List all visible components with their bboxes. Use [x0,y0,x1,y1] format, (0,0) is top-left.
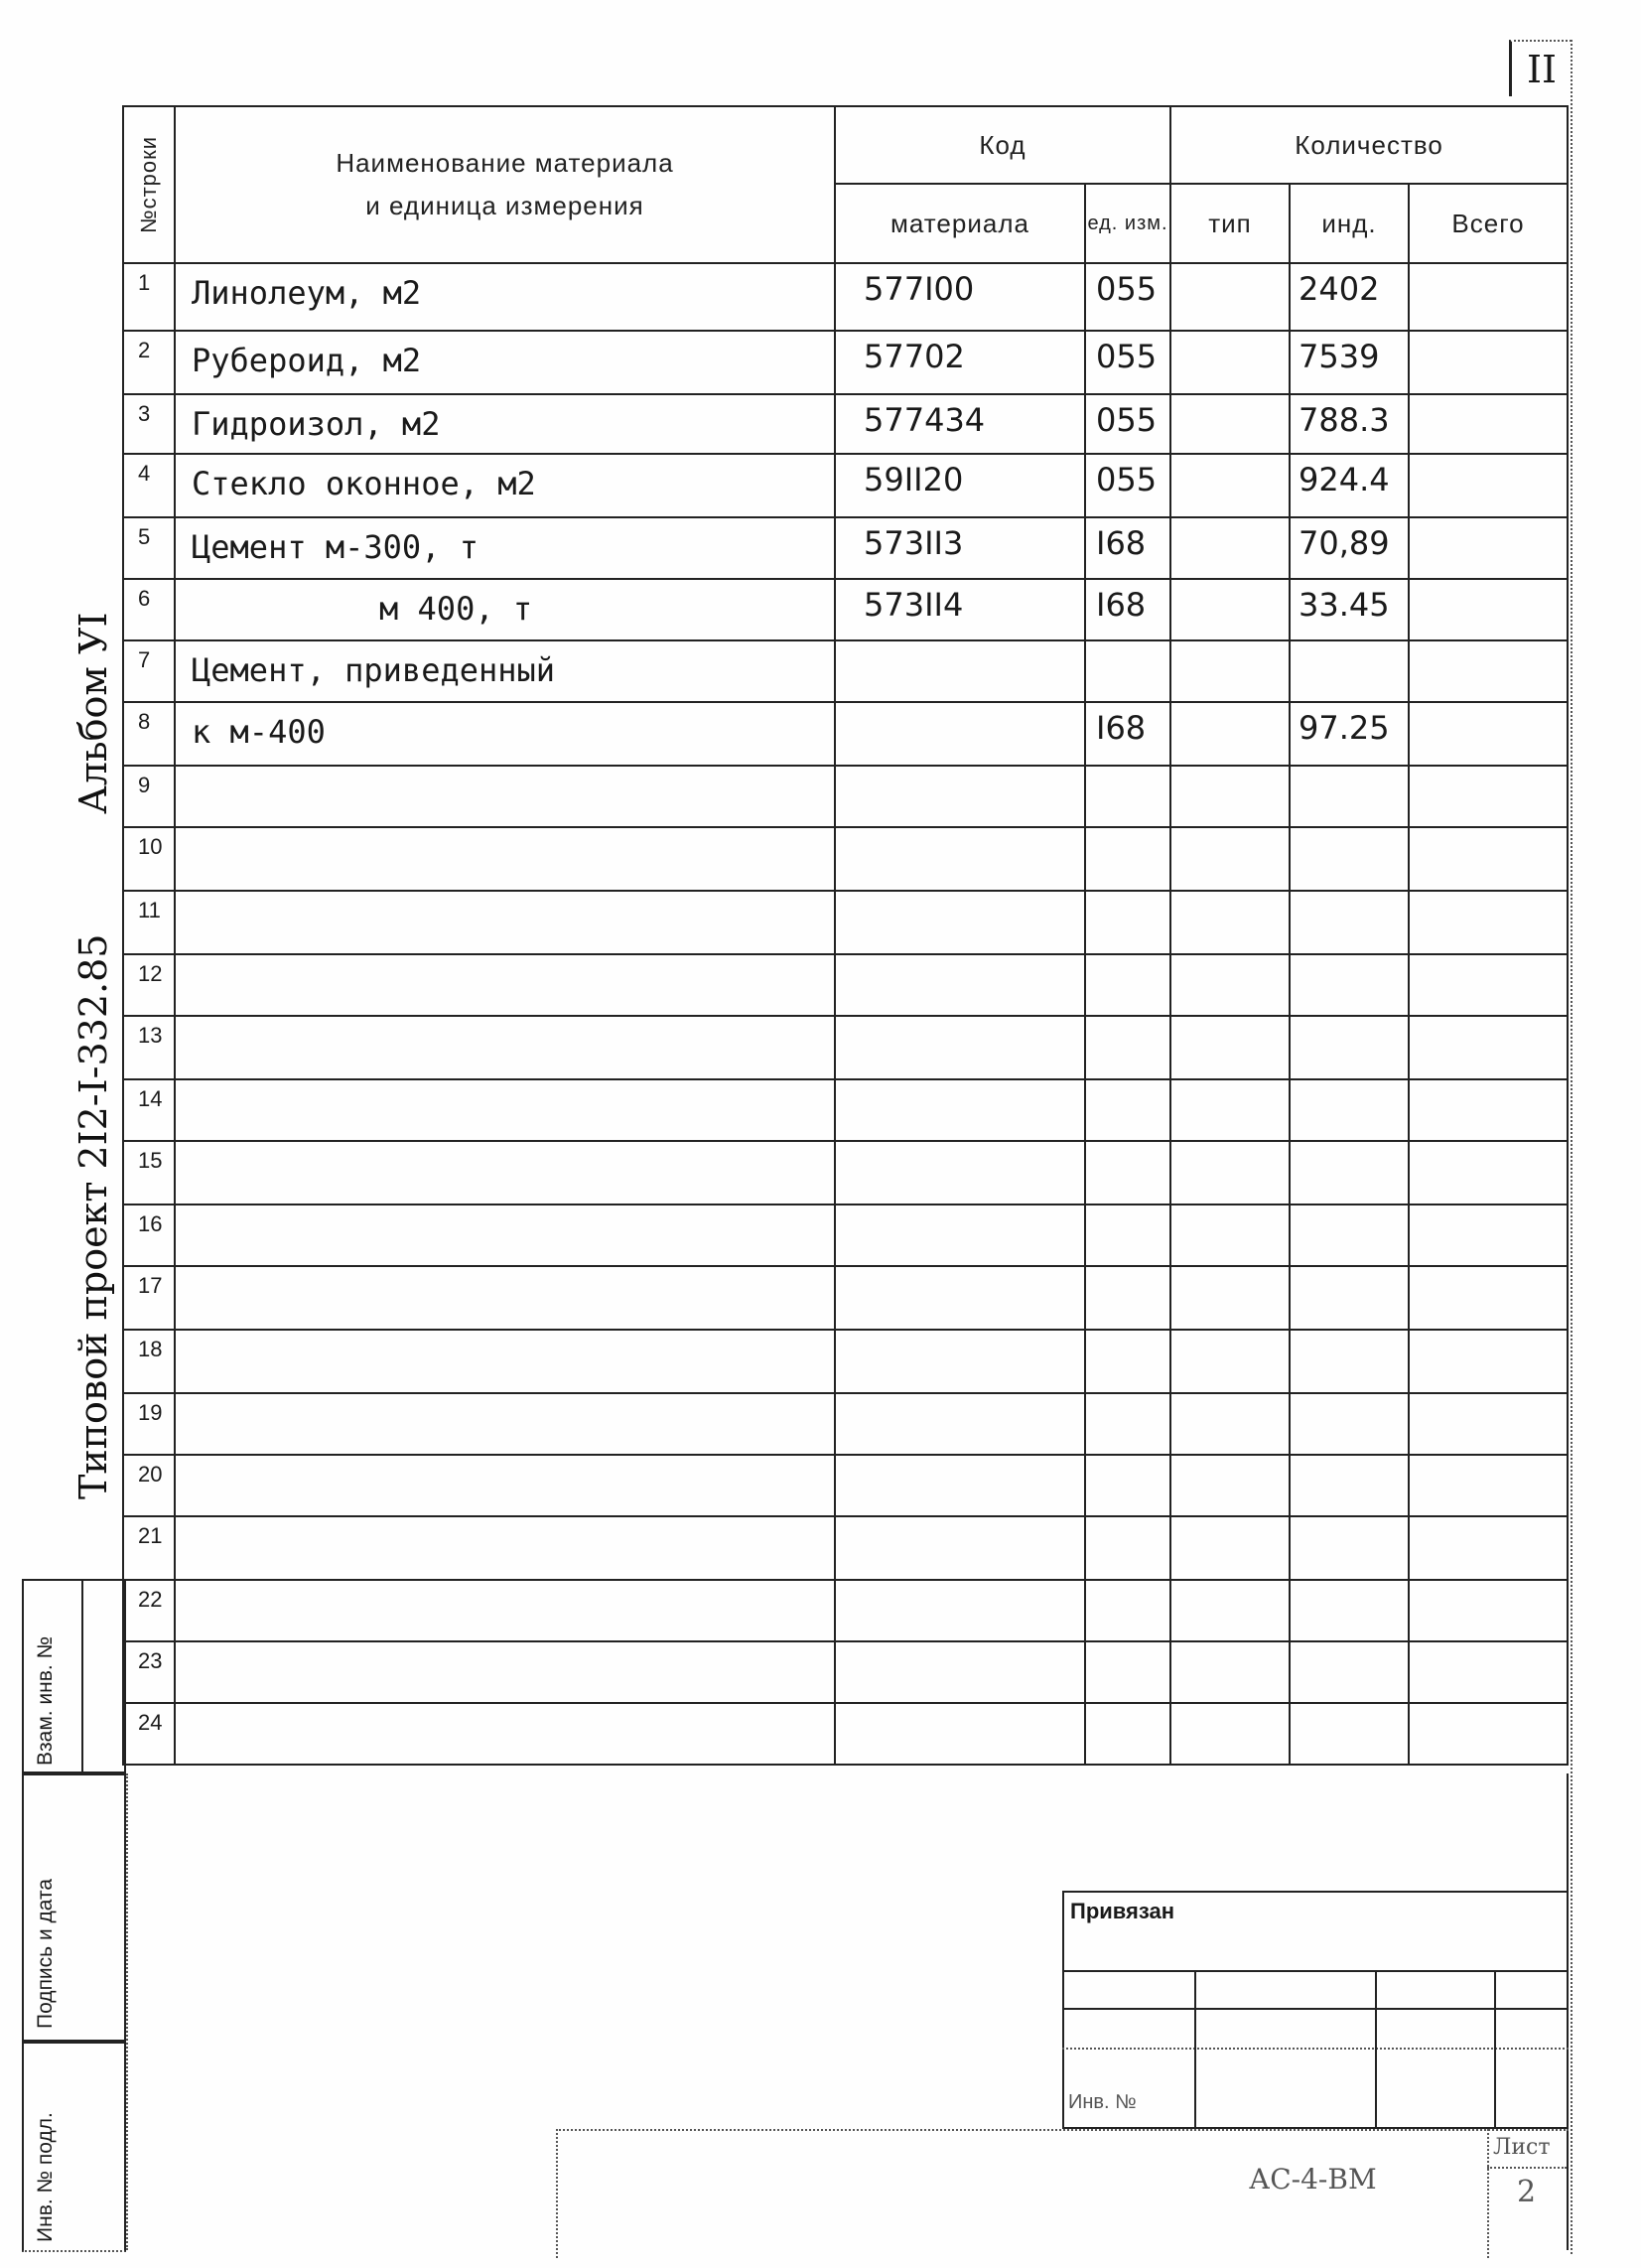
material-code [835,1266,1085,1330]
ind-value [1290,1266,1409,1330]
total-value [1409,1580,1568,1641]
total-value [1409,827,1568,891]
unit-code [1085,1455,1170,1516]
material-code [835,954,1085,1016]
row-number: 18 [123,1330,175,1393]
total-value [1409,1266,1568,1330]
material-code [835,1703,1085,1765]
table-row [123,1016,1568,1079]
material-name [175,1703,835,1765]
row-number: 7 [123,640,175,702]
material-name [175,954,835,1016]
table-row [123,766,1568,827]
table-row [123,1455,1568,1516]
ind-value [1290,954,1409,1016]
material-code [835,640,1085,702]
unit-code [1085,1641,1170,1703]
type-header: тип [1170,184,1290,263]
material-name: м 400, т [175,579,835,640]
ind-value [1290,1330,1409,1393]
material-code [835,1393,1085,1455]
material-code: 57702 [835,331,1085,394]
lower-left-line [126,1773,128,2250]
type-value [1170,1393,1290,1455]
row-number: 20 [123,1455,175,1516]
row-number: 22 [123,1580,175,1641]
total-value [1409,331,1568,394]
row-number: 10 [123,827,175,891]
material-name [175,1580,835,1641]
material-code [835,1580,1085,1641]
attached-line-2 [1062,2008,1569,2010]
table-row [123,1641,1568,1703]
ind-value [1290,891,1409,954]
replaced-inv-label: Взам. инв. № [34,1635,57,1766]
table-row [123,517,1568,579]
type-value [1170,263,1290,331]
total-value [1409,640,1568,702]
material-name [175,1516,835,1580]
ind-value [1290,766,1409,827]
code-group-header: Код [835,106,1170,184]
unit-code [1085,766,1170,827]
unit-code: 055 [1085,394,1170,454]
total-value [1409,1079,1568,1141]
type-value [1170,454,1290,517]
table-row [123,1205,1568,1266]
material-code [835,827,1085,891]
unit-code [1085,1580,1170,1641]
total-value [1409,517,1568,579]
row-number: 1 [123,263,175,331]
total-value [1409,954,1568,1016]
total-value [1409,1141,1568,1205]
material-name: Рубероид, м2 [175,331,835,394]
material-name-header: Наименование материала и единица измерения [175,106,835,263]
material-name: Стекло оконное, м2 [175,454,835,517]
attached-col-2 [1375,1970,1377,2129]
table-row [123,1330,1568,1393]
row-number: 24 [123,1703,175,1765]
table-row [123,891,1568,954]
total-value [1409,891,1568,954]
total-value [1409,1455,1568,1516]
ind-value [1290,827,1409,891]
type-value [1170,1079,1290,1141]
material-name [175,1141,835,1205]
row-number: 6 [123,579,175,640]
total-value [1409,1016,1568,1079]
sheet-label: Лист [1493,2135,1551,2160]
material-name [175,1079,835,1141]
ind-value: 33.45 [1290,579,1409,640]
material-code: 59II20 [835,454,1085,517]
material-name: Гидроизол, м2 [175,394,835,454]
type-value [1170,1141,1290,1205]
stamp-divider [81,1579,83,1773]
table-row [123,394,1568,454]
table-row [123,1703,1568,1765]
ind-value: 788.3 [1290,394,1409,454]
type-value [1170,954,1290,1016]
inv-no-label: Инв. № [1068,2091,1137,2113]
material-code [835,1330,1085,1393]
sheet-cell-line [1487,2129,1489,2258]
total-value [1409,394,1568,454]
ind-value [1290,1580,1409,1641]
unit-code [1085,1516,1170,1580]
table-row [123,1516,1568,1580]
material-code: 573II3 [835,517,1085,579]
row-number: 13 [123,1016,175,1079]
ind-value: 7539 [1290,331,1409,394]
material-name [175,1266,835,1330]
row-number: 4 [123,454,175,517]
row-number: 15 [123,1141,175,1205]
row-number: 9 [123,766,175,827]
row-number: 19 [123,1393,175,1455]
material-name [175,1455,835,1516]
unit-code: 055 [1085,263,1170,331]
attached-line-3 [1062,2048,1569,2050]
ind-value: 924.4 [1290,454,1409,517]
unit-code: 055 [1085,454,1170,517]
type-value [1170,827,1290,891]
attached-col-3 [1494,1970,1496,2129]
material-name: Цемент, приведенный [175,640,835,702]
attached-label: Привязан [1070,1899,1175,1923]
table-row [123,1141,1568,1205]
row-number: 23 [123,1641,175,1703]
total-value [1409,1205,1568,1266]
right-border-line [1571,40,1573,2254]
total-header: Всего [1409,184,1568,263]
material-code [835,1079,1085,1141]
signature-date-box [22,1773,126,2042]
type-value [1170,1205,1290,1266]
material-code [835,702,1085,766]
table-row [123,702,1568,766]
type-value [1170,579,1290,640]
type-value [1170,1641,1290,1703]
attached-block [1062,1891,1569,2129]
unit-code [1085,891,1170,954]
total-value [1409,263,1568,331]
sheet-cell-divider [1487,2167,1567,2169]
project-label: Типовой проект 2I2-I-332.85 [71,933,115,1499]
material-name [175,1641,835,1703]
total-value [1409,1330,1568,1393]
original-inv-box [22,2042,126,2252]
type-value [1170,1330,1290,1393]
material-code [835,1516,1085,1580]
ind-value [1290,1703,1409,1765]
material-name [175,1205,835,1266]
unit-code [1085,1205,1170,1266]
materials-table [122,105,1569,1766]
ind-value [1290,1641,1409,1703]
type-value [1170,1266,1290,1330]
row-number: 16 [123,1205,175,1266]
table-row [123,1079,1568,1141]
material-code-header: материала [835,184,1085,263]
unit-code-header: ед. изм. [1085,184,1170,263]
row-number-header: №строки [123,106,175,263]
unit-code [1085,1141,1170,1205]
table-row [123,1580,1568,1641]
material-code: 577434 [835,394,1085,454]
material-code: 577I00 [835,263,1085,331]
material-name: Линолеум, м2 [175,263,835,331]
album-label: Альбом УI [71,612,115,814]
sheet-number: II [1509,40,1572,96]
table-row [123,640,1568,702]
row-number: 14 [123,1079,175,1141]
type-value [1170,1455,1290,1516]
unit-code [1085,1330,1170,1393]
material-code [835,891,1085,954]
unit-code [1085,1266,1170,1330]
material-code [835,1641,1085,1703]
unit-code [1085,640,1170,702]
material-name [175,1330,835,1393]
title-left-line [556,2129,558,2258]
unit-code: 055 [1085,331,1170,394]
total-value [1409,1393,1568,1455]
table-row [123,827,1568,891]
designation: АС-4-ВМ [1249,2163,1377,2196]
original-inv-label: Инв. № подл. [34,2112,57,2242]
material-code [835,1205,1085,1266]
attached-col-1 [1194,1970,1196,2129]
ind-value [1290,1455,1409,1516]
material-name [175,1393,835,1455]
type-value [1170,331,1290,394]
total-value [1409,766,1568,827]
ind-value: 70,89 [1290,517,1409,579]
total-value [1409,702,1568,766]
type-value [1170,1016,1290,1079]
table-row [123,331,1568,394]
type-value [1170,640,1290,702]
quantity-group-header: Количество [1170,106,1568,184]
type-value [1170,1516,1290,1580]
unit-code: I68 [1085,702,1170,766]
material-name: к м-400 [175,702,835,766]
material-name: Цемент м-300, т [175,517,835,579]
row-number: 5 [123,517,175,579]
ind-value [1290,640,1409,702]
table-row [123,1266,1568,1330]
attached-line-1 [1062,1970,1569,1972]
sheet-value: 2 [1517,2175,1537,2209]
ind-value [1290,1141,1409,1205]
replaced-inv-box [22,1579,126,1773]
total-value [1409,1641,1568,1703]
material-name [175,891,835,954]
ind-value [1290,1205,1409,1266]
type-value [1170,891,1290,954]
unit-code [1085,1016,1170,1079]
row-number: 17 [123,1266,175,1330]
ind-value: 2402 [1290,263,1409,331]
type-value [1170,1703,1290,1765]
ind-value [1290,1393,1409,1455]
total-value [1409,579,1568,640]
material-code: 573II4 [835,579,1085,640]
type-value [1170,394,1290,454]
unit-code [1085,827,1170,891]
material-code [835,1141,1085,1205]
ind-value [1290,1016,1409,1079]
table-row [123,954,1568,1016]
row-number: 21 [123,1516,175,1580]
row-number: 3 [123,394,175,454]
table-row [123,1393,1568,1455]
unit-code [1085,954,1170,1016]
unit-code: I68 [1085,517,1170,579]
unit-code [1085,1393,1170,1455]
total-value [1409,454,1568,517]
type-value [1170,517,1290,579]
type-value [1170,1580,1290,1641]
material-name [175,827,835,891]
material-code [835,1016,1085,1079]
table-row [123,263,1568,331]
unit-code [1085,1703,1170,1765]
material-name [175,1016,835,1079]
row-number: 2 [123,331,175,394]
total-value [1409,1516,1568,1580]
unit-code: I68 [1085,579,1170,640]
row-number: 11 [123,891,175,954]
ind-header: инд. [1290,184,1409,263]
table-row [123,454,1568,517]
title-top-line [556,2129,1569,2131]
type-value [1170,702,1290,766]
material-name [175,766,835,827]
row-number: 12 [123,954,175,1016]
signature-date-label: Подпись и дата [34,1878,57,2029]
table-row [123,579,1568,640]
type-value [1170,766,1290,827]
unit-code [1085,1079,1170,1141]
material-code [835,1455,1085,1516]
total-value [1409,1703,1568,1765]
ind-value [1290,1079,1409,1141]
row-number: 8 [123,702,175,766]
ind-value [1290,1516,1409,1580]
material-code [835,766,1085,827]
ind-value: 97.25 [1290,702,1409,766]
